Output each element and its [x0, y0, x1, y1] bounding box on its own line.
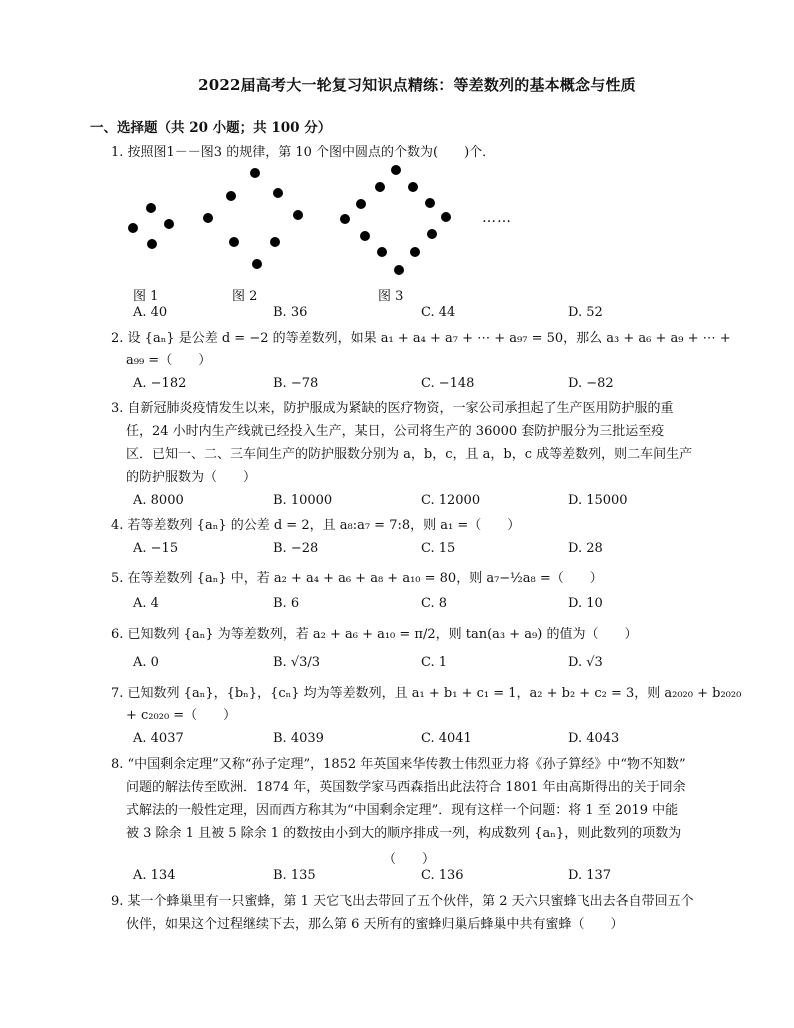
q3-option-c[interactable]: C. 12000 [421, 493, 481, 508]
fig1-dot [128, 223, 138, 233]
q2-option-d[interactable]: D. −82 [568, 376, 614, 391]
question-9-text: 9. 某一个蜂巢里有一只蜜蜂，第 1 天它飞出去带回了五个伙伴，第 2 天六只蜜蜂飞出去各自带回五个 [111, 894, 694, 909]
fig2-dot [273, 188, 283, 198]
q7-option-c[interactable]: C. 4041 [421, 731, 472, 746]
figure-label-3: 图 3 [378, 289, 404, 304]
q7-option-b[interactable]: B. 4039 [273, 731, 324, 746]
question-3-text-cont: 区．已知一、二、三车间生产的防护服数分别为 a，b，c，且 a，b，c 成等差数列，则二车间生产 [126, 447, 693, 462]
q6-option-d[interactable]: D. √3 [568, 655, 603, 670]
fig3-dot [425, 198, 435, 208]
q4-option-a[interactable]: A. −15 [133, 541, 179, 556]
q5-option-c[interactable]: C. 8 [421, 596, 448, 611]
question-8-text-cont: 问题的解法传至欧洲．1874 年，英国数学家马西森指出此法符合 1801 年由高斯得出的关于同余 [126, 780, 686, 795]
q3-option-d[interactable]: D. 15000 [568, 493, 628, 508]
question-1-text: 1. 按照图1－－图3 的规律，第 10 个图中圆点的个数为( )个． [111, 145, 496, 160]
q8-option-d[interactable]: D. 137 [568, 868, 612, 883]
figure-label-2: 图 2 [232, 289, 258, 304]
fig3-dot [356, 199, 366, 209]
q5-option-b[interactable]: B. 6 [273, 596, 300, 611]
q6-option-b[interactable]: B. √3/3 [273, 655, 321, 670]
question-8-text-cont: 式解法的一般性定理，因而西方称其为“中国剩余定理”．现有这样一个问题：将 1 至 2019 中能 [126, 803, 679, 818]
fig2-dot [226, 191, 236, 201]
fig3-dot [340, 214, 350, 224]
question-7-text: 7. 已知数列 {aₙ}，{bₙ}，{cₙ} 均为等差数列，且 a₁ + b₁ + c₁ = 1，a₂ + b₂ + c₂ = 3，则 a₂₀₂₀ + b₂₀₂₀ [111, 686, 742, 701]
q8-option-b[interactable]: B. 135 [273, 868, 316, 883]
question-3-text: 3. 自新冠肺炎疫情发生以来，防护服成为紧缺的医疗物资，一家公司承担起了生产医用防护服的重 [111, 401, 674, 416]
fig3-dot [441, 212, 451, 222]
q8-answer-paren: （ ） [383, 852, 436, 867]
fig2-dot [293, 210, 303, 220]
q4-option-c[interactable]: C. 15 [421, 541, 456, 556]
fig3-dot [410, 247, 420, 257]
fig3-dot [408, 182, 418, 192]
question-8-text: 8. “中国剩余定理”又称“孙子定理”，1852 年英国来华传教士伟烈亚力将《孙子算经》中“物不知数” [111, 757, 686, 772]
question-9-text-cont: 伙伴，如果这个过程继续下去，那么第 6 天所有的蜜蜂归巢后蜂巢中共有蜜蜂（ ） [126, 917, 624, 932]
q3-option-a[interactable]: A. 8000 [133, 493, 184, 508]
fig3-dot [360, 231, 370, 241]
q8-option-c[interactable]: C. 136 [421, 868, 464, 883]
q6-option-a[interactable]: A. 0 [133, 655, 159, 670]
fig1-dot [147, 239, 157, 249]
q3-option-b[interactable]: B. 10000 [273, 493, 333, 508]
question-2-text: 2. 设 {aₙ} 是公差 d = −2 的等差数列，如果 a₁ + a₄ + a₇ + ⋯ + a₉₇ = 50，那么 a₃ + a₆ + a₉ + ⋯ + [111, 331, 731, 346]
q4-option-b[interactable]: B. −28 [273, 541, 319, 556]
question-2-text-cont: a₉₉ =（ ） [126, 353, 212, 368]
q2-option-b[interactable]: B. −78 [273, 376, 319, 391]
fig3-dot [377, 247, 387, 257]
q2-option-a[interactable]: A. −182 [133, 376, 187, 391]
q7-option-a[interactable]: A. 4037 [133, 731, 184, 746]
fig3-dot [394, 265, 404, 275]
figure-ellipsis: …… [482, 210, 512, 226]
question-3-text-cont: 的防护服数为（ ） [126, 470, 257, 485]
question-3-text-cont: 任，24 小时内生产线就已经投入生产，某日，公司将生产的 36000 套防护服分为三批运至疫 [126, 424, 665, 439]
question-6-text: 6. 已知数列 {aₙ} 为等差数列，若 a₂ + a₆ + a₁₀ = π/2，则 tan(a₃ + a₉) 的值为（ ） [111, 627, 638, 642]
fig2-dot [250, 168, 260, 178]
q8-option-a[interactable]: A. 134 [133, 868, 176, 883]
q6-option-c[interactable]: C. 1 [421, 655, 448, 670]
q5-option-d[interactable]: D. 10 [568, 596, 603, 611]
figure-label-1: 图 1 [133, 289, 159, 304]
fig1-dot [146, 203, 156, 213]
q4-option-d[interactable]: D. 28 [568, 541, 603, 556]
q1-option-b[interactable]: B. 36 [273, 305, 308, 320]
q1-option-c[interactable]: C. 44 [421, 305, 456, 320]
fig2-dot [203, 213, 213, 223]
page-title: 2022届高考大一轮复习知识点精练：等差数列的基本概念与性质 [198, 76, 636, 94]
question-5-text: 5. 在等差数列 {aₙ} 中，若 a₂ + a₄ + a₆ + a₈ + a₁₀ = 80，则 a₇−½a₈ =（ ） [111, 571, 603, 586]
question-4-text: 4. 若等差数列 {aₙ} 的公差 d = 2，且 a₈:a₇ = 7:8，则 a₁ =（ ） [111, 518, 521, 533]
fig2-dot [270, 237, 280, 247]
q5-option-a[interactable]: A. 4 [133, 596, 159, 611]
fig1-dot [164, 219, 174, 229]
question-7-text-cont: + c₂₀₂₀ =（ ） [126, 708, 237, 723]
section-heading: 一、选择题（共 20 小题；共 100 分） [90, 120, 332, 136]
fig2-dot [252, 259, 262, 269]
question-8-text-cont: 被 3 除余 1 且被 5 除余 1 的数按由小到大的顺序排成一列，构成数列 {aₙ}，则此数列的项数为 [126, 826, 682, 841]
q1-option-a[interactable]: A. 40 [133, 305, 168, 320]
fig2-dot [229, 237, 239, 247]
q1-option-d[interactable]: D. 52 [568, 305, 603, 320]
fig3-dot [391, 165, 401, 175]
fig3-dot [427, 229, 437, 239]
fig3-dot [375, 182, 385, 192]
q7-option-d[interactable]: D. 4043 [568, 731, 620, 746]
q2-option-c[interactable]: C. −148 [421, 376, 475, 391]
